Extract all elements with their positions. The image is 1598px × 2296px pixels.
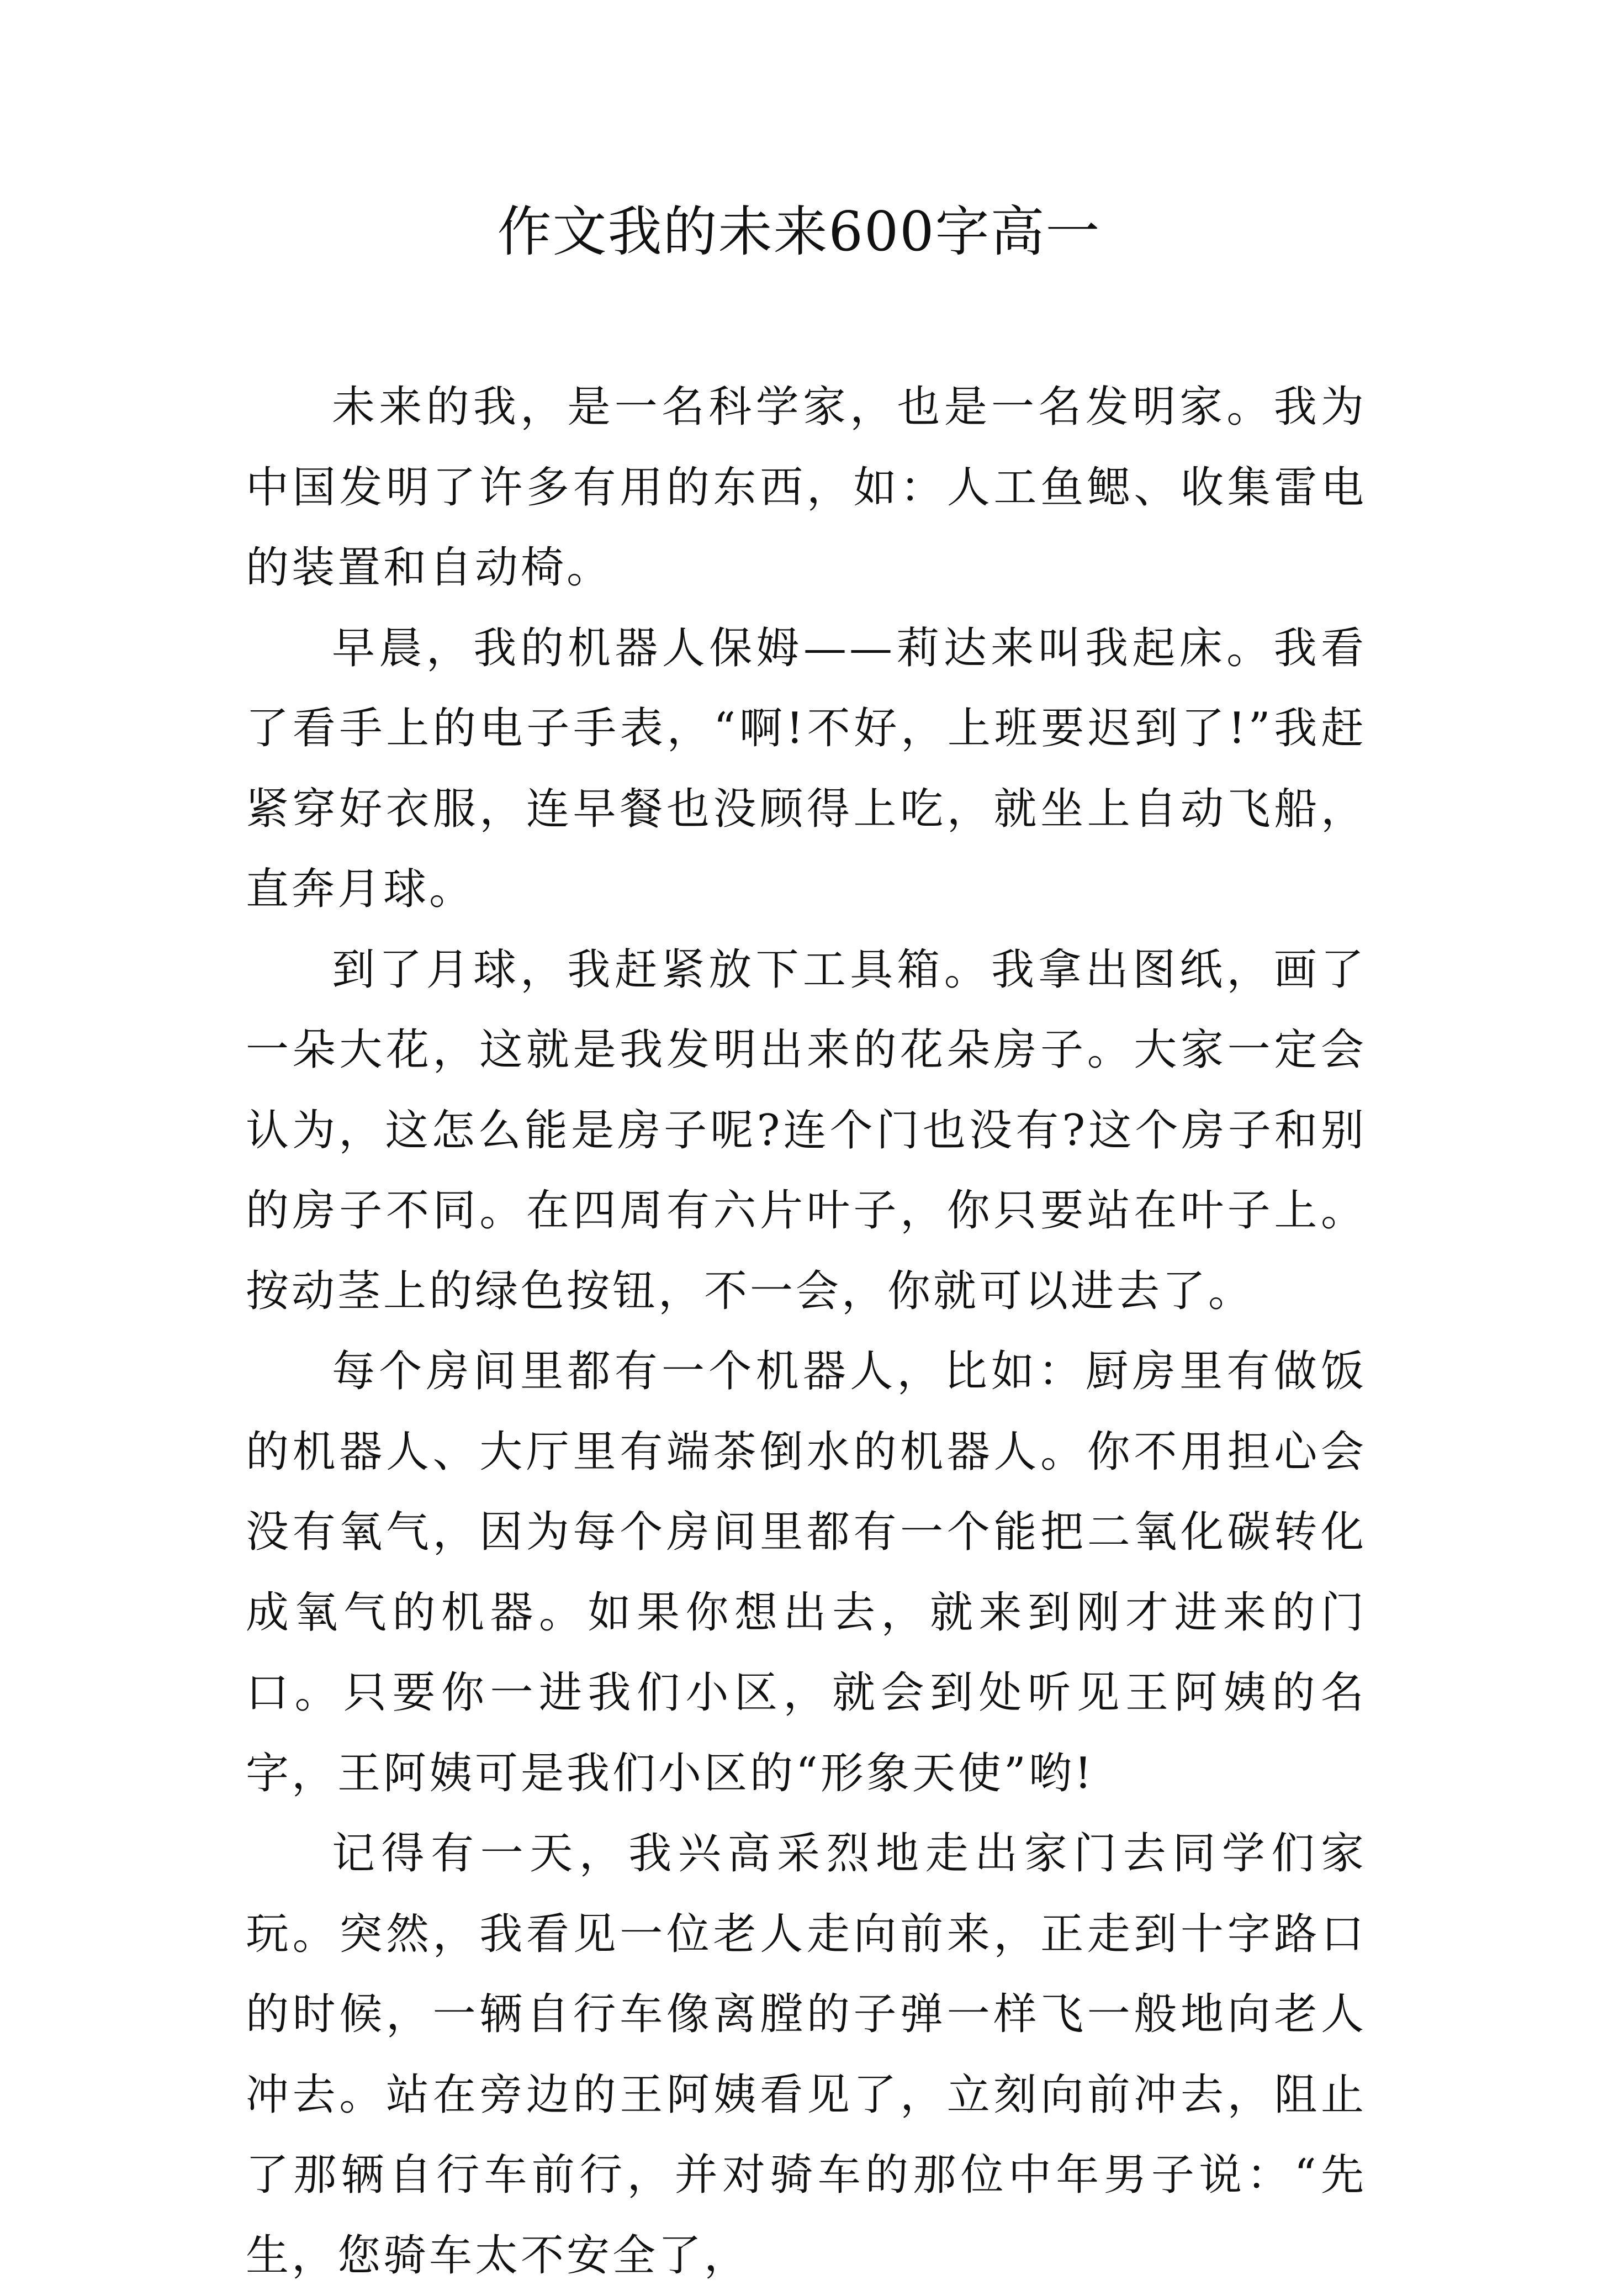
paragraph-2: 早晨，我的机器人保姆——莉达来叫我起床。我看了看手上的电子手表，“啊!不好，上班要迟到了!”我赶紧穿好衣服，连早餐也没顾得上吃，就坐上自动飞船，直奔月球。 (246, 623, 1367, 914)
document-title: 作文我的未来600字高一 (497, 200, 1101, 263)
paragraph-3: 到了月球，我赶紧放下工具箱。我拿出图纸，画了一朵大花，这就是我发明出来的花朵房子。大家一定会认为，这怎么能是房子呢?连个门也没有?这个房子和别的房子不同。在四周有六片叶子，你只要站在叶子上。按动茎上的绿色按钮，不一会，你就可以进去了。 (246, 944, 1367, 1316)
paragraph-5: 记得有一天，我兴高采烈地走出家门去同学们家玩。突然，我看见一位老人走向前来，正走到十字路口的时候，一辆自行车像离膛的子弹一样飞一般地向老人冲去。站在旁边的王阿姨看见了，立刻向前冲去，阻止了那辆自行车前行，并对骑车的那位中年男子说：“先生，您骑车太不安全了， (246, 1829, 1367, 2281)
paragraph-1: 未来的我，是一名科学家，也是一名发明家。我为中国发明了许多有用的东西，如：人工鱼鳃、收集雷电的装置和自动椅。 (246, 382, 1367, 593)
document-body (246, 367, 1367, 2296)
paragraph-4: 每个房间里都有一个机器人，比如：厨房里有做饭的机器人、大厅里有端茶倒水的机器人。你不用担心会没有氧气，因为每个房间里都有一个能把二氧化碳转化成氧气的机器。如果你想出去，就来到刚才进来的门口。只要你一进我们小区，就会到处听见王阿姨的名字，王阿姨可是我们小区的“形象天使”哟! (246, 1347, 1367, 1798)
